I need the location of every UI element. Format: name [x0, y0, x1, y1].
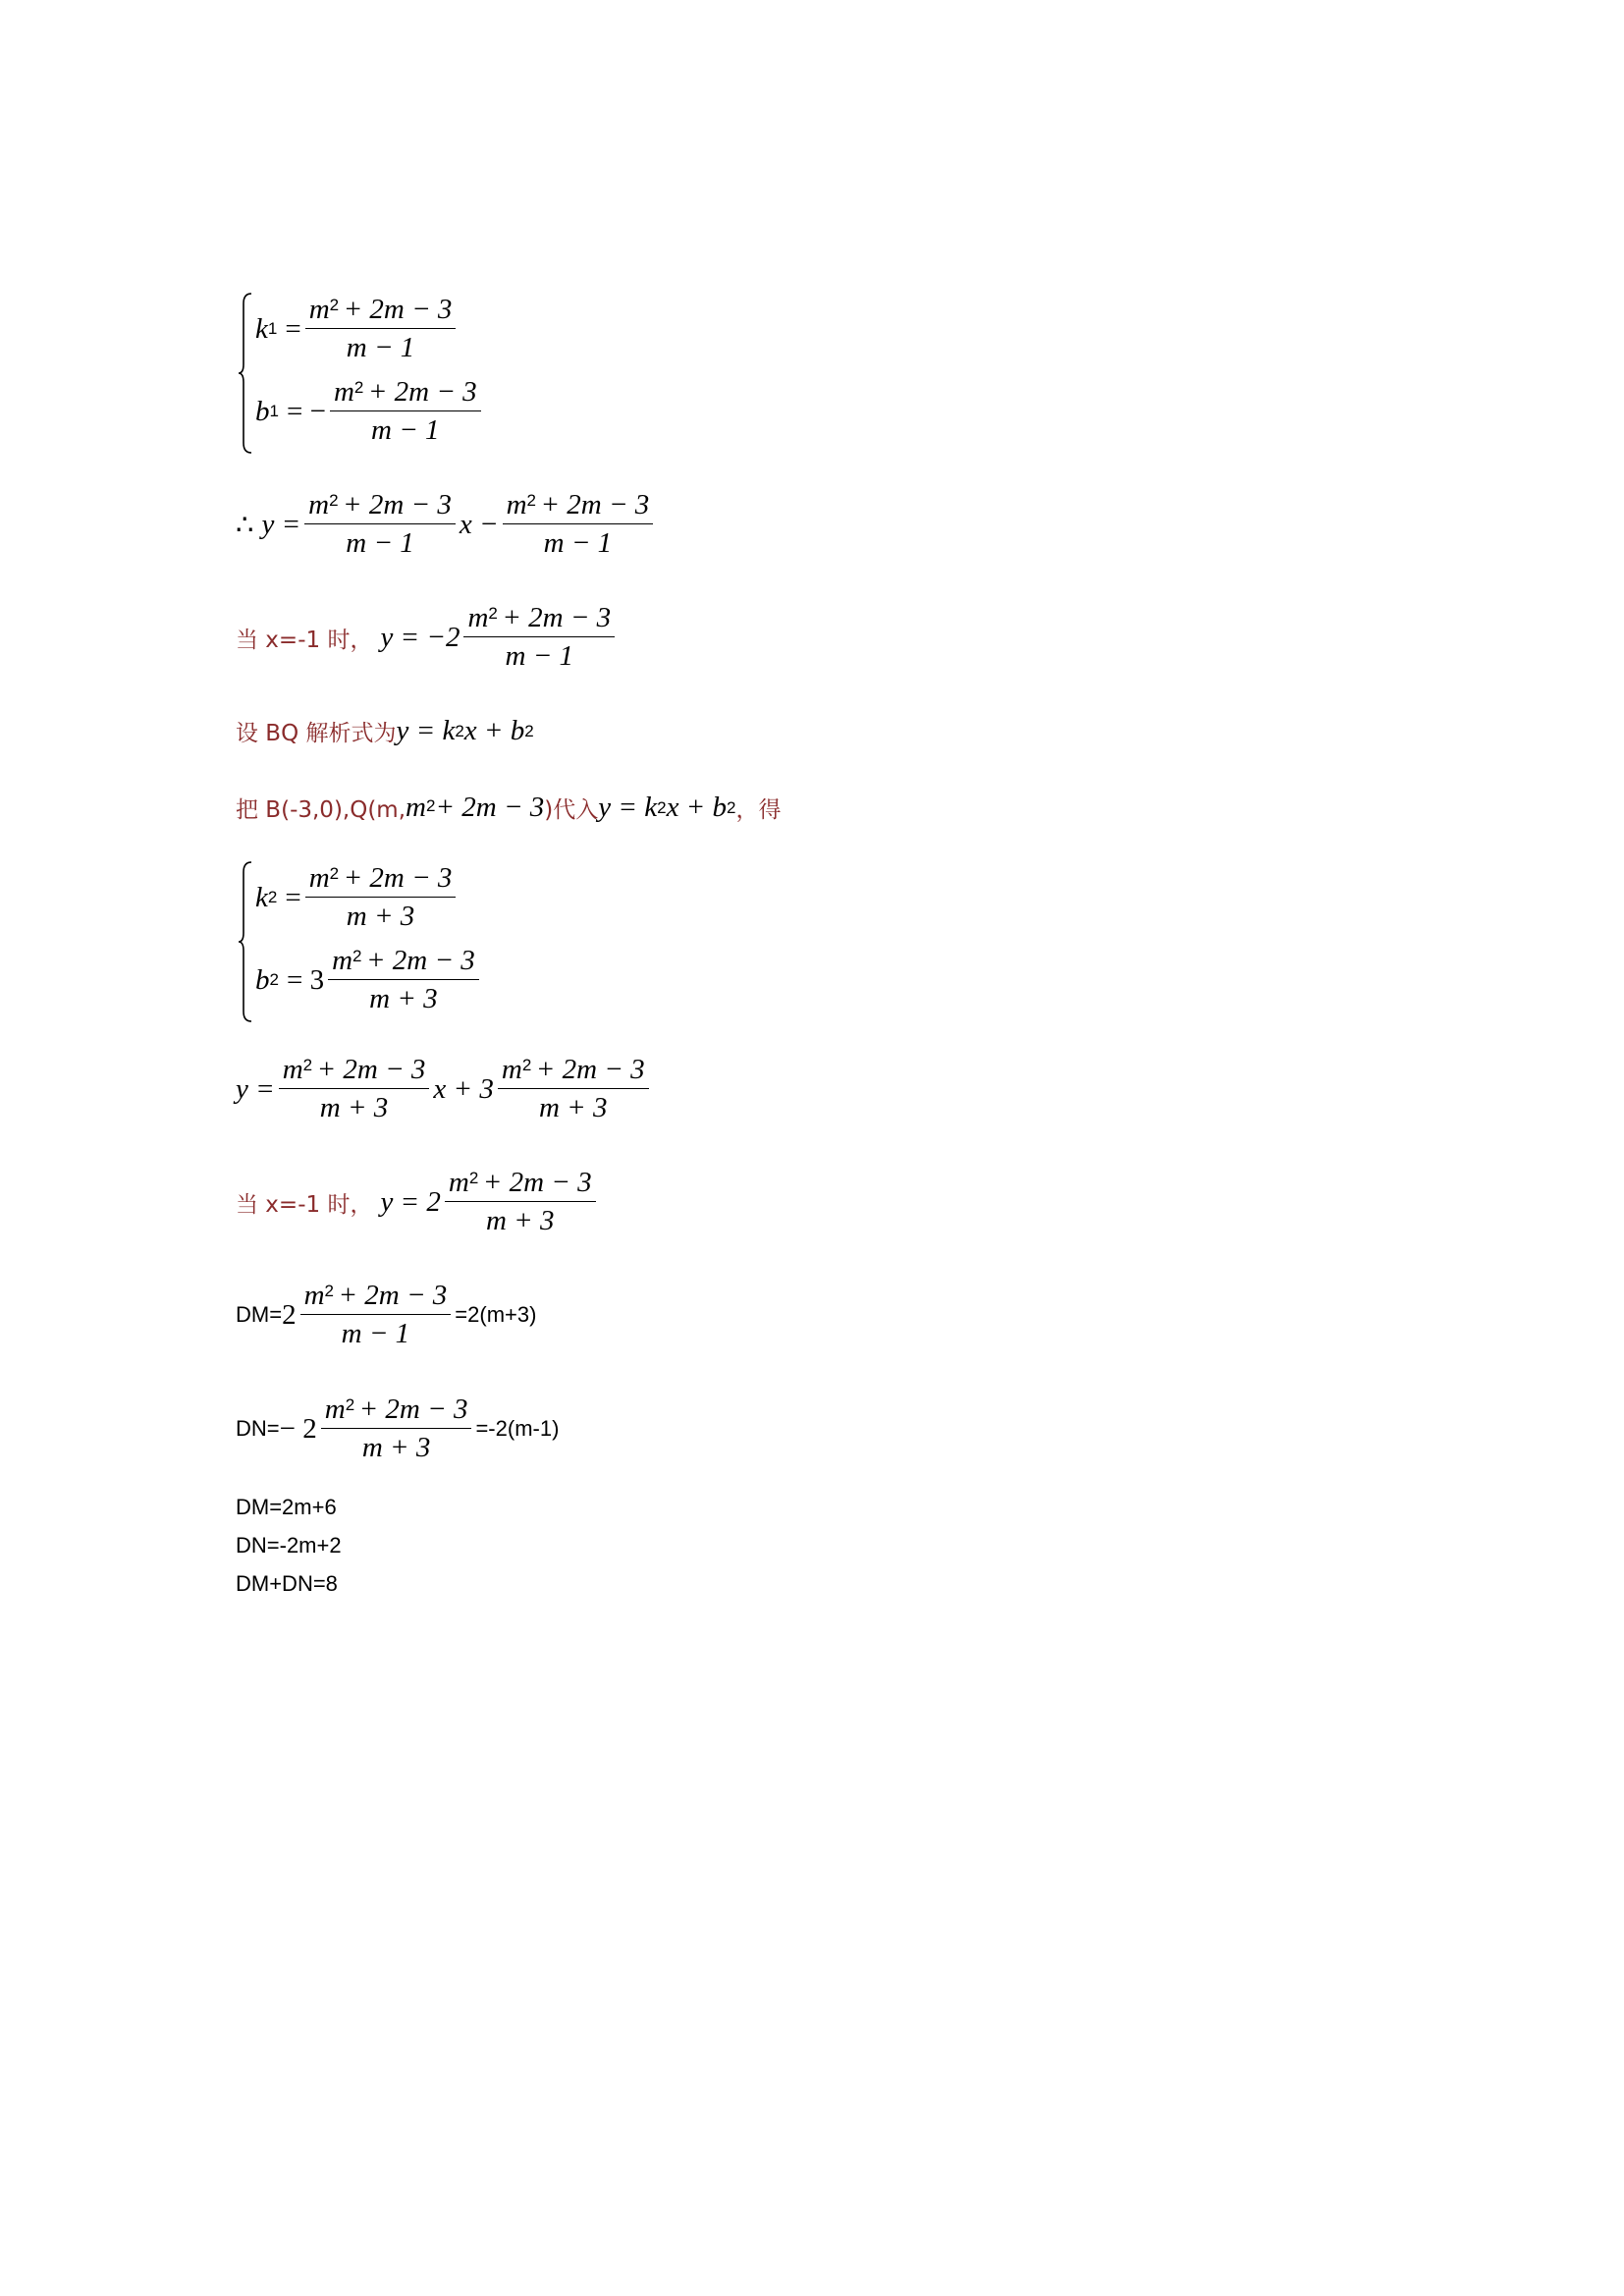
subscript: 2: [657, 797, 667, 817]
chinese-text: 当 x=-1 时，: [236, 1191, 373, 1218]
denominator: m − 1: [346, 332, 415, 363]
math-rest: + 2m − 3: [435, 792, 545, 823]
numerator: m: [308, 489, 330, 520]
denominator: m + 3: [538, 1092, 608, 1123]
chinese-text: )代入: [544, 797, 599, 823]
exponent: 2: [329, 295, 340, 314]
denominator: m − 1: [505, 640, 574, 672]
exponent: 2: [352, 946, 362, 965]
dn-result: =-2(m-1): [475, 1416, 560, 1441]
left-brace: [238, 858, 253, 1025]
math-m: m: [406, 792, 426, 823]
line-substitute-2: [236, 1169, 600, 1235]
numerator: m: [303, 1280, 325, 1311]
coefficient: 2: [282, 1298, 297, 1331]
equals-sign: =: [285, 312, 301, 345]
numerator: m: [282, 1054, 303, 1085]
line-substitute-1: [236, 604, 619, 671]
left-brace: [238, 290, 253, 457]
lhs: y =: [236, 1072, 275, 1105]
exponent: 2: [329, 863, 340, 883]
denominator: m + 3: [485, 1205, 555, 1236]
result-sum: DM+DN=8: [236, 1571, 338, 1596]
b2-symbol: b: [255, 963, 270, 996]
equals-sign: =: [285, 881, 301, 913]
fraction: [279, 1056, 430, 1122]
line-dm: [236, 1282, 536, 1348]
expression: y = 2: [380, 1185, 441, 1218]
fraction: [300, 1282, 452, 1348]
result-dm: DM=2m+6: [236, 1495, 337, 1519]
b1-subscript: 1: [269, 402, 279, 420]
chinese-text: ，得: [735, 797, 782, 823]
chinese-text: 设 BQ 解析式为: [236, 721, 397, 746]
expression: y = k: [598, 792, 658, 823]
exponent: 2: [521, 1055, 532, 1074]
numerator-rest: + 2m − 3: [367, 376, 477, 408]
b1-symbol: b: [255, 395, 270, 427]
numerator: m: [324, 1394, 346, 1425]
subscript: 2: [524, 721, 534, 740]
k2-equation: [255, 864, 460, 931]
fraction: [463, 604, 615, 671]
b2-equation: [255, 947, 483, 1013]
fraction: [503, 491, 654, 558]
denominator: m + 3: [319, 1092, 389, 1123]
middle-term: x + 3: [433, 1072, 494, 1105]
exponent: 2: [526, 490, 536, 510]
exponent: 2: [488, 603, 498, 623]
denominator: m − 1: [346, 527, 414, 559]
numerator: m: [308, 862, 330, 894]
subscript: 2: [727, 797, 736, 817]
exponent: 2: [353, 377, 364, 397]
numerator-rest: + 2m − 3: [535, 1054, 645, 1085]
equals-sign: = −: [286, 395, 326, 427]
line-equation-y2: [236, 1056, 653, 1122]
line-dn: [236, 1395, 559, 1462]
exponent: 2: [324, 1281, 334, 1300]
numerator: m: [333, 376, 354, 408]
fraction: [321, 1395, 472, 1462]
result-dn: DN=-2m+2: [236, 1533, 342, 1558]
exponent: 2: [425, 795, 436, 815]
k2-symbol: k: [255, 881, 268, 913]
expression: y = −2: [380, 621, 460, 653]
denominator: m − 1: [543, 527, 613, 559]
dm-label: DM=: [236, 1302, 283, 1327]
numerator-rest: + 2m − 3: [482, 1167, 592, 1198]
subscript: 2: [455, 721, 464, 740]
exponent: 2: [468, 1168, 479, 1187]
equation-system-1: [238, 290, 493, 457]
numerator-rest: + 2m − 3: [540, 489, 650, 520]
numerator: m: [506, 489, 527, 520]
numerator: m: [467, 602, 489, 633]
k1-equation: [255, 296, 460, 362]
expression-rest: x + b: [463, 715, 525, 746]
line-equation-y1: [236, 491, 657, 558]
exponent: 2: [345, 1394, 355, 1414]
fraction: [305, 296, 457, 362]
denominator: m − 1: [371, 414, 440, 446]
chinese-text: 把 B(-3,0),Q(m,: [236, 797, 406, 823]
fraction: [445, 1169, 596, 1235]
equals-sign: = 3: [286, 963, 325, 996]
numerator-rest: + 2m − 3: [338, 1280, 448, 1311]
k2-subscript: 2: [267, 888, 278, 906]
fraction: [328, 947, 479, 1013]
exponent: 2: [302, 1055, 313, 1074]
denominator: m + 3: [369, 983, 438, 1014]
numerator-rest: + 2m − 3: [365, 945, 475, 976]
exponent: 2: [329, 490, 339, 510]
numerator-rest: + 2m − 3: [343, 489, 452, 520]
dn-label: DN=: [236, 1416, 280, 1441]
numerator-rest: + 2m − 3: [316, 1054, 426, 1085]
therefore-symbol: ∴: [236, 509, 254, 541]
k1-subscript: 1: [267, 319, 278, 338]
k1-symbol: k: [255, 312, 268, 345]
numerator: m: [448, 1167, 469, 1198]
denominator: m + 3: [361, 1432, 431, 1463]
numerator: m: [308, 294, 330, 325]
fraction: [330, 378, 481, 445]
denominator: m + 3: [346, 901, 415, 932]
equation-system-2: [238, 858, 493, 1025]
lhs: y =: [261, 508, 301, 540]
numerator-rest: + 2m − 3: [502, 602, 612, 633]
coefficient: − 2: [279, 1412, 317, 1445]
line-set-bq: [236, 715, 534, 747]
b2-subscript: 2: [269, 970, 279, 989]
denominator: m − 1: [341, 1318, 410, 1349]
expression: y = k: [396, 715, 456, 746]
chinese-text: 当 x=-1 时，: [236, 627, 373, 653]
fraction: [305, 864, 457, 931]
middle-term: x −: [459, 508, 499, 540]
numerator-rest: + 2m − 3: [358, 1394, 468, 1425]
b1-equation: [255, 378, 485, 445]
numerator: m: [332, 945, 353, 976]
numerator-rest: + 2m − 3: [343, 862, 453, 894]
fraction: [498, 1056, 649, 1122]
fraction: [304, 491, 456, 558]
expression-rest: x + b: [666, 792, 728, 823]
dm-result: =2(m+3): [455, 1302, 537, 1327]
numerator-rest: + 2m − 3: [343, 294, 453, 325]
numerator: m: [501, 1054, 522, 1085]
line-substitute-points: [236, 792, 781, 824]
